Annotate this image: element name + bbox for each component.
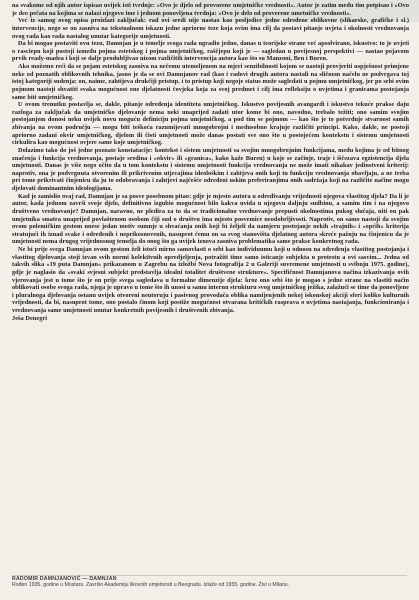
footer xyxy=(12,576,407,589)
paragraph-8: Ne bi prije svega Damnjan ovom gestom želi istoći mirno samovlasti o sebi kao individuumu koji u odnosu na određenja vlastitog postojanja i vlastitog djelovanja stoji izvan svih normi kolektivnih opredjeljenja, potražiti time samo isticanje subjekta u protestu a ovi sasvim... Jedna od takvih slika »19 puta Damnjan« prikazanom u Zagrebu na izložbi Nova fotografija 2 u Galeriji suvremene umjetnosti u svibnju 1975. godine), gdje je naglasio da »svaki svjesni subjekt predstavlja idealni totalitet društvene strukture«. Specifičnost Damnjanova načina izkazivanja ovih vjerovanja jest u tome što je on prije svega sagledava u formalne dimenzije djela: kroz ono sebi što je mogao s jedne strane na vlastiti način oblikovati osobe svoga rada, njega je upravo u tome što ih unosi u samu internu strukturu svog umjetničkog ježika, zalažući se time da ponovljene i pluralnoga djelovanja ostanu uvijek otvoreni neutoruju i pasivnog provođača oblika namijenjenih nekoj iskonskoj akciji sferi koliko kulturnih vrijednosti, da bi, nasuprot tome, ono postalo činom koji postiže mogućnost otvarana kritičkih rasprava o uvjetima nastajanja, funkcioniranja i vrednovanja same umjetnosti unutar konkretnih povijesnih i društvenih zbivanja. xyxy=(12,246,409,314)
footer-bio: Rođen 1935. godine u Mostaru. Završio Akademiju likovnih umjetnosti u Beogradu. Izlaže od 1955. godine. Živi u Milanu. xyxy=(12,582,290,589)
footer-author: RADOMIR DAMNJANOVIĆ — DAMNJAN xyxy=(12,576,117,582)
paragraph-4: Ako možemo reći da se pojam estetskog zasniva na nečemu utemeljenom na mjeri senzibilnosti kojom se nastoji provjeriti uspješnost primjene neke od poznatih oblikovnih tehnika, jasno je da se ovi Damnjanov rad (kao i radovi drugih autora nastali na sličnom načelu ne podvrgava toj istoj kategoriji sudenja: on, naime, zahtijeva drukčiji pristup, i to pristup koji negoje status može sagledati u pojmu umjetničkog, jer po sebi ovim pojmom nastoji shvatiti svaka mogućnost one djelatnosti čovjeka koja za svoj predmet i cilj ima refleksiju o uvjetima i granicama postojanja same biti umjetničkog. xyxy=(12,63,409,101)
paragraph-2: Već iz samog ovog opisa proizlazi zaključak: rad ovi sredi nije nastao kao posljedice jedne određene oblikovne (slikarske, grafičke i sl.) intervencije, nego se on zasniva na tekstualnom iskazu jedne apriorne teze koja ovim ima cilj da postavi pitanje uvjeta i okolnosti vrednovanja ovog rada kao rada nastalog unutar kategorije umjetnosti. xyxy=(12,17,409,40)
paragraph-3: Da bi mogao postaviti ovu tezu, Damnjan je u temelje svoga rada ugradio jedno, danas u teorijske strane već apsolvirano, iskustvo: to je uvjeti o rasciepu koji postoji između pojma estetskog i pojma umjetničkog, raščjepu koji je — sagledan u povijesnoj perspektivi — nastao pojavom prvih ready-madea i koji se dalje produbljivao nizom različitih intervencija autora kao što su Manzoni, Ben i Buren. xyxy=(12,40,409,63)
paragraph-1: na svakome od njih autor ispisao uvijek isti tvrdnje: »Ovo je djelo od provorene umjetničke vrednosti«. Autor je zatim među tim potpisao i »Ovo je deo pečata na kojima se nalazi njegovo ime i jednom ponovljena tvrdnja: »Ovo je delo od proverene umetničke vrednosti«. xyxy=(12,2,409,17)
paragraph-5: U ovom trenutku postavlja se, dakle, pitanje određenja identiteta umjetničkog. Iskustvo povijesnih avangardi i iskustvo tekuće prakse daju razloga za zaključak da umjetničko djelovanje nema neki unaprijed zadati utor kome bi ono, navodno, trebalo težiti; ono samim svojim postojanjem donosi neku uvijek novu moguću definiciju pojma umjetničkog, a pod tim se pojmom — kao što je to potvrđuje stvarnost samih zbivanja na ovom području — mogu biti teškoća razumijevati mnogobrojni i međusobno krajnje različiti principi. Kako, dakle, ne postoji apriorno zadani okvir umjetničkog, djelom ili čisti umjetnosti može danas postati sve ono što u postojećem kontekstu i sistemu umjetnosti cirkulira kao mogućnost ovjere same koje umjetničkog. xyxy=(12,101,409,147)
article-body xyxy=(12,2,409,323)
paragraph-6: Dolazimo tako do još jedne poznate konstatacije: kontekst i sistem umjetnosti sa svojim mnogobrojnim funkcijama, među kojima je od bitnog značenja i funkcija vrednovanja, postaje sredina i »okvir« ili »granica«, kako kaže Buren) u koje se začinje, traje i iščezava egzistencija djela umjetnosti. Danas je više nego očito da u tom kontekstu i sistemu umjetnosti funkcija vrednovanja ne može imati nikakav jedinstveni kriterij: naprotiv, ona je podvrgnuta otvorenim ili prikrivenim utjecajima ideološkim i zahtjeva onih koji tu funkciju vrednovanja obavljaju, a ne treba pri tome prikrivati činjenicu da ju to odobravanja i zahtjevi najčešće određeni uskim preferiranjima onih sadržaja koji na različite načine mogu djelovati dominantnim ideologijama. xyxy=(12,146,409,192)
signature: Ješa Denegri xyxy=(12,314,48,322)
paragraph-7: Kad je zamislio ovaj rad, Damnjan je sa posve posebnom pitao: gdje je mjesto autora u određivanju vrijednosti njegova vlastitog djela? Da li je autor, kada jednom završi svoje djelo, definitivno izgubio mogućnost bilo kakva uvida u njegovu daljnju sudbinu, a samim tim i na njegovo društveno vrednovanje? Damnjan, naravno, ne pledira za to da se tradicionalno vrednovanje prepusti okolnostima pukog slučaja, niti on pak umjetnika smatra unaprijed povlaštenom osobom čiji sud o društvu ima mjesto posvemice neodobrljivosti. Naprotiv, on samo nastoji da svojim ovom polemičkim gestom unese jedan motiv sumnje u shvaćanja onih koji bi željeli da namjeru postojanje nekih »trajnih« i »općih« kriterija stratujući ih iznad svake i određenih i neprikosnovenih, nasuprot čemu on sa svog stanovišta djelatnog autora skreće pažnju na činjenicu da je umjetnosti nema drugog vrijednosnog temelja do onog što ga uvijek iznova zasniva problematika same prakse konkretnog rada. xyxy=(12,192,409,246)
